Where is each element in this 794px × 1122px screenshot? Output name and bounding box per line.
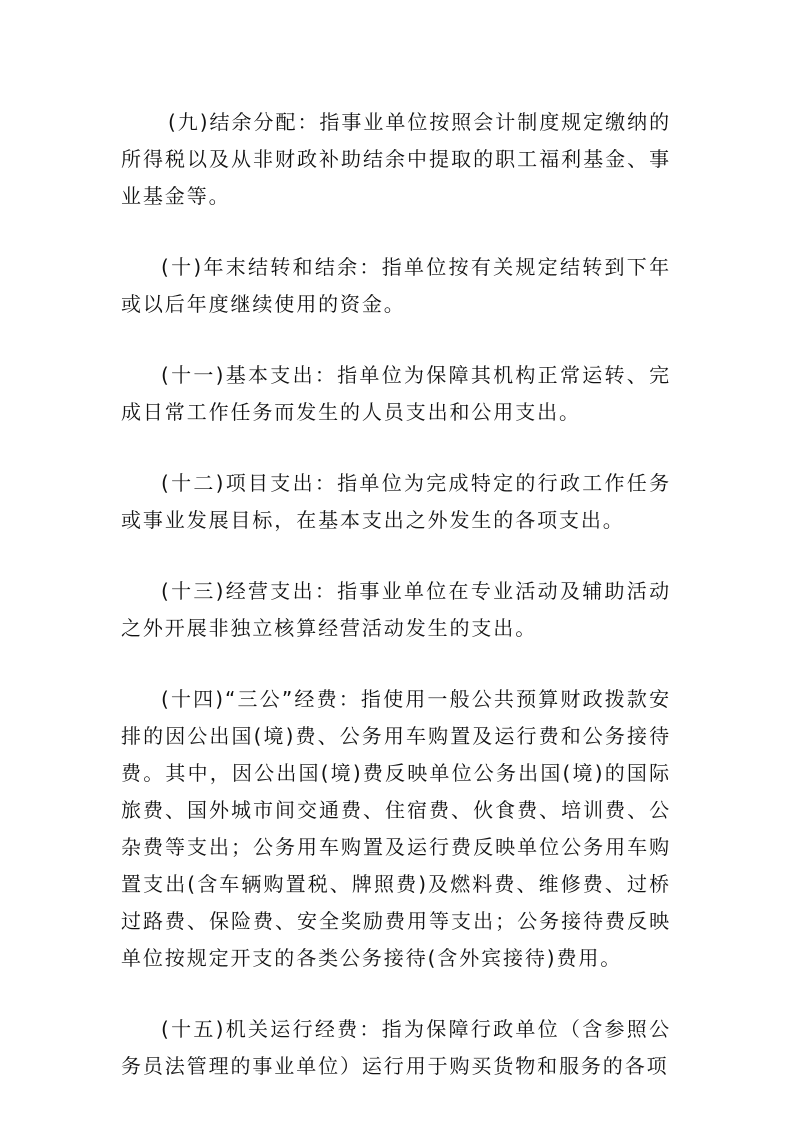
document-body <box>121 104 671 1119</box>
paragraph-13-operating-expenditure: (十三)经营支出：指事业单位在专业活动及辅助活动之外开展非独立核算经营活动发生的支出。 <box>121 579 671 640</box>
paragraph-14-three-public-expenses: (十四)“三公”经费：指使用一般公共预算财政拨款安排的因公出国(境)费、公务用车购置及运行费和公务接待费。其中，因公出国(境)费反映单位公务出国(境)的国际旅费、国外城市间交通费、住宿费、伙食费、培训费、公杂费等支出；公务用车购置及运行费反映单位公务用车购置支出(含车辆购置税、牌照费)及燃料费、维修费、过桥过路费、保险费、安全奖励费用等支出；公务接待费反映单位按规定开支的各类公务接待(含外宾接待)费用。 <box>121 687 671 970</box>
paragraph-11-basic-expenditure: (十一)基本支出：指单位为保障其机构正常运转、完成日常工作任务而发生的人员支出和公用支出。 <box>121 363 671 424</box>
paragraph-15-agency-operating-expenses: (十五)机关运行经费：指为保障行政单位（含参照公务员法管理的事业单位）运行用于购买货物和服务的各项 <box>121 1017 671 1078</box>
paragraph-12-project-expenditure: (十二)项目支出：指单位为完成特定的行政工作任务或事业发展目标，在基本支出之外发生的各项支出。 <box>121 471 671 532</box>
paragraph-10-year-end-carryover: (十)年末结转和结余：指单位按有关规定结转到下年或以后年度继续使用的资金。 <box>121 255 671 316</box>
paragraph-9-surplus-distribution: (九)结余分配：指事业单位按照会计制度规定缴纳的所得税以及从非财政补助结余中提取的职工福利基金、事业基金等。 <box>121 110 671 208</box>
